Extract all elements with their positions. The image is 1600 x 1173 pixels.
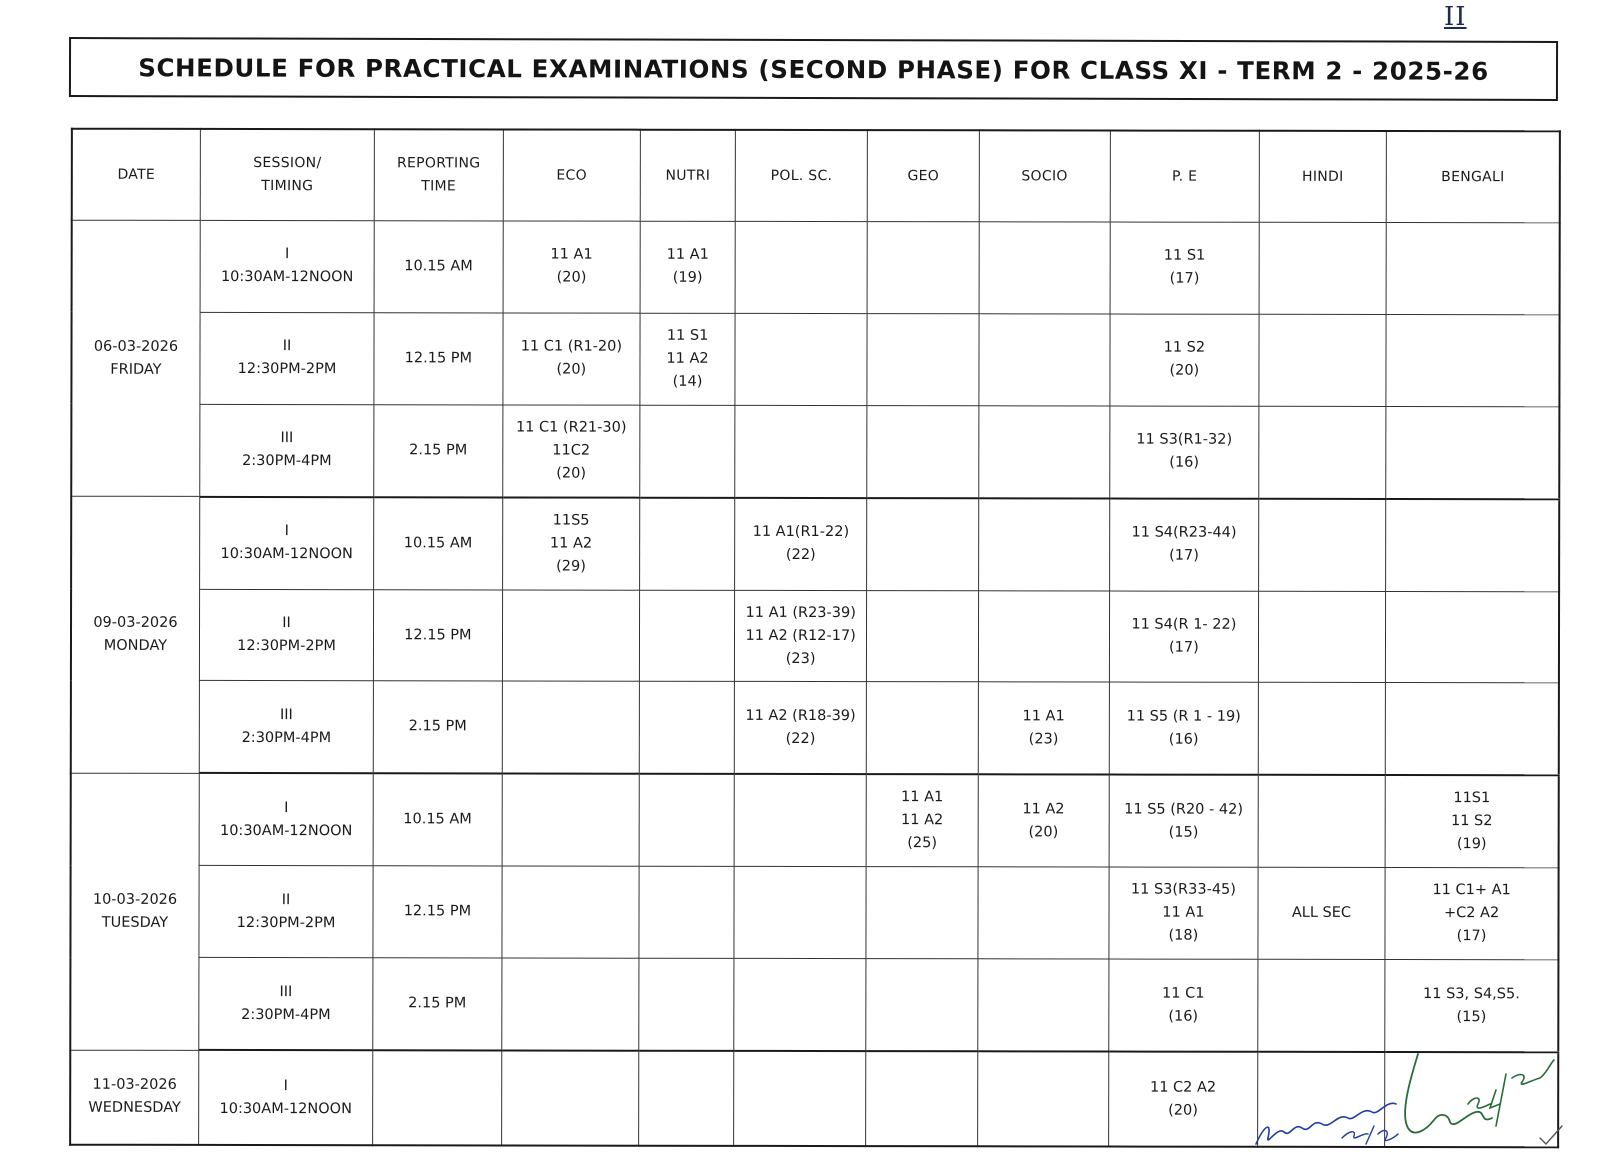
nutri-cell <box>639 1051 734 1146</box>
table-row <box>71 404 1559 499</box>
pol-sc-cell <box>734 867 867 959</box>
tick-mark-stroke <box>1540 1126 1562 1144</box>
eco-cell <box>501 958 639 1051</box>
nutri-cell: 11 S1 11 A2 (14) <box>640 313 735 405</box>
geo-cell <box>867 682 978 775</box>
pol-sc-cell: 11 A1(R1-22) (22) <box>735 498 868 591</box>
date-cell: 06-03-2026 FRIDAY <box>71 220 200 496</box>
table-row <box>71 773 1559 868</box>
nutri-cell <box>639 774 734 867</box>
pe-cell: 11 C1 (16) <box>1109 959 1258 1052</box>
socio-cell <box>977 1051 1109 1146</box>
nutri-cell <box>640 590 735 682</box>
pol-sc-cell: 11 A2 (R18-39) (22) <box>734 682 867 775</box>
eco-cell <box>502 774 640 867</box>
signature-2-date-stroke <box>1468 1060 1554 1126</box>
hindi-cell <box>1258 498 1386 591</box>
eco-cell: 11 C1 (R21-30) 11C2 (20) <box>502 405 640 498</box>
pe-cell: 11 S5 (R 1 - 19) (16) <box>1109 682 1258 775</box>
header-hindi: HINDI <box>1259 131 1387 223</box>
signatures <box>1250 1034 1580 1164</box>
eco-cell <box>502 590 640 682</box>
nutri-cell <box>640 497 735 590</box>
bengali-cell <box>1386 222 1560 314</box>
pol-sc-cell <box>734 958 867 1051</box>
signature-1-date-stroke <box>1342 1126 1398 1144</box>
reporting-cell <box>373 1050 502 1145</box>
hindi-cell <box>1258 683 1386 776</box>
date-cell: 10-03-2026 TUESDAY <box>70 773 199 1050</box>
header-date: DATE <box>72 129 201 221</box>
socio-cell <box>978 590 1110 682</box>
pol-sc-cell <box>735 405 868 498</box>
socio-cell <box>978 314 1110 406</box>
header-geo: GEO <box>868 130 979 222</box>
header-reporting-time: REPORTING TIME <box>374 129 503 221</box>
reporting-cell: 12.15 PM <box>374 589 503 681</box>
reporting-cell: 10.15 AM <box>374 221 503 313</box>
hindi-cell <box>1258 591 1386 683</box>
nutri-cell <box>639 682 734 775</box>
table-row <box>71 312 1559 406</box>
eco-cell <box>502 866 640 958</box>
hindi-cell: ALL SEC <box>1258 868 1386 960</box>
bengali-cell <box>1386 499 1560 592</box>
geo-cell <box>866 867 977 959</box>
pe-cell: 11 S3(R1-32) (16) <box>1110 406 1259 499</box>
eco-cell <box>502 681 640 774</box>
reporting-cell: 10.15 AM <box>374 497 503 590</box>
session-cell: I 10:30AM-12NOON <box>199 773 373 866</box>
hindi-cell <box>1259 314 1387 406</box>
pe-cell: 11 S1 (17) <box>1110 222 1259 314</box>
page-mark: II <box>1444 2 1467 32</box>
table-row <box>71 681 1559 776</box>
socio-cell <box>979 222 1111 314</box>
schedule-table <box>69 128 1561 1149</box>
title-box <box>69 37 1558 101</box>
pe-cell: 11 S4(R23-44) (17) <box>1110 498 1259 591</box>
bengali-cell <box>1385 683 1559 776</box>
geo-cell <box>867 222 978 314</box>
socio-cell: 11 A1 (23) <box>978 682 1110 775</box>
eco-cell: 11 A1 (20) <box>503 221 641 313</box>
schedule-table-wrapper <box>69 128 1561 1149</box>
geo-cell <box>867 498 978 591</box>
session-cell: III 2:30PM-4PM <box>199 681 373 774</box>
bengali-cell <box>1386 406 1560 499</box>
reporting-cell: 12.15 PM <box>374 313 503 405</box>
date-cell: 11-03-2026 WEDNESDAY <box>70 1050 199 1145</box>
eco-cell <box>501 1050 639 1145</box>
nutri-cell <box>640 405 735 498</box>
session-cell: II 12:30PM-2PM <box>199 589 373 681</box>
socio-cell <box>978 406 1110 499</box>
reporting-cell: 12.15 PM <box>373 866 502 958</box>
nutri-cell: 11 A1 (19) <box>640 221 735 313</box>
pe-cell: 11 S2 (20) <box>1110 314 1259 406</box>
nutri-cell <box>639 958 734 1051</box>
header-pe: P. E <box>1110 131 1259 223</box>
pe-cell: 11 C2 A2 (20) <box>1109 1052 1258 1147</box>
bengali-cell: 11S1 11 S2 (19) <box>1385 775 1559 868</box>
signature-1-stroke <box>1256 1103 1396 1144</box>
pol-sc-cell: 11 A1 (R23-39) 11 A2 (R12-17) (23) <box>734 590 867 682</box>
geo-cell <box>867 313 978 405</box>
pe-cell: 11 S4(R 1- 22) (17) <box>1109 591 1258 683</box>
pol-sc-cell <box>735 221 868 313</box>
session-cell: I 10:30AM-12NOON <box>200 220 374 312</box>
socio-cell <box>977 867 1109 959</box>
table-row <box>72 220 1560 314</box>
header-nutri: NUTRI <box>640 130 735 222</box>
header-socio: SOCIO <box>979 130 1111 222</box>
socio-cell <box>978 498 1110 591</box>
pe-cell: 11 S3(R33-45) 11 A1 (18) <box>1109 867 1258 959</box>
geo-cell <box>866 959 977 1052</box>
pol-sc-cell <box>734 774 867 867</box>
header-pol-sc: POL. SC. <box>735 130 868 222</box>
bengali-cell: 11 C1+ A1 +C2 A2 (17) <box>1385 868 1559 960</box>
table-row <box>71 589 1559 683</box>
session-cell: II 12:30PM-2PM <box>199 866 373 958</box>
header-session-timing: SESSION/ TIMING <box>200 129 374 221</box>
hindi-cell <box>1258 775 1386 868</box>
page-title: SCHEDULE FOR PRACTICAL EXAMINATIONS (SECOND PHASE) FOR CLASS XI - TERM 2 - 2025-26 <box>138 52 1489 86</box>
geo-cell <box>867 590 978 682</box>
pe-cell: 11 S5 (R20 - 42) (15) <box>1109 775 1258 868</box>
eco-cell: 11S5 11 A2 (29) <box>502 497 640 590</box>
pol-sc-cell <box>734 1051 867 1146</box>
reporting-cell: 2.15 PM <box>373 681 502 774</box>
session-cell: II 12:30PM-2PM <box>200 312 374 404</box>
session-cell: III 2:30PM-4PM <box>199 958 373 1051</box>
geo-cell <box>867 405 978 498</box>
header-eco: ECO <box>503 129 641 221</box>
reporting-cell: 2.15 PM <box>374 405 503 498</box>
header-bengali: BENGALI <box>1386 131 1560 223</box>
nutri-cell <box>639 866 734 958</box>
reporting-cell: 10.15 AM <box>373 774 502 867</box>
pol-sc-cell <box>735 313 868 405</box>
signature-2-stroke <box>1405 1054 1492 1133</box>
session-cell: I 10:30AM-12NOON <box>199 1050 373 1145</box>
header-row <box>72 129 1560 223</box>
date-cell: 09-03-2026 MONDAY <box>71 496 200 773</box>
hindi-cell <box>1259 406 1387 499</box>
session-cell: III 2:30PM-4PM <box>200 404 374 497</box>
reporting-cell: 2.15 PM <box>373 958 502 1051</box>
table-row <box>70 865 1558 959</box>
bengali-cell: 11 S3, S4,S5. (15) <box>1385 960 1559 1053</box>
table-row <box>71 496 1559 591</box>
eco-cell: 11 C1 (R1-20) (20) <box>502 313 640 405</box>
bengali-cell <box>1386 314 1560 406</box>
session-cell: I 10:30AM-12NOON <box>199 497 373 590</box>
geo-cell <box>866 1051 977 1146</box>
socio-cell <box>977 959 1109 1052</box>
hindi-cell <box>1259 222 1387 314</box>
bengali-cell <box>1386 591 1560 683</box>
socio-cell: 11 A2 (20) <box>978 775 1110 868</box>
geo-cell: 11 A1 11 A2 (25) <box>867 774 978 867</box>
